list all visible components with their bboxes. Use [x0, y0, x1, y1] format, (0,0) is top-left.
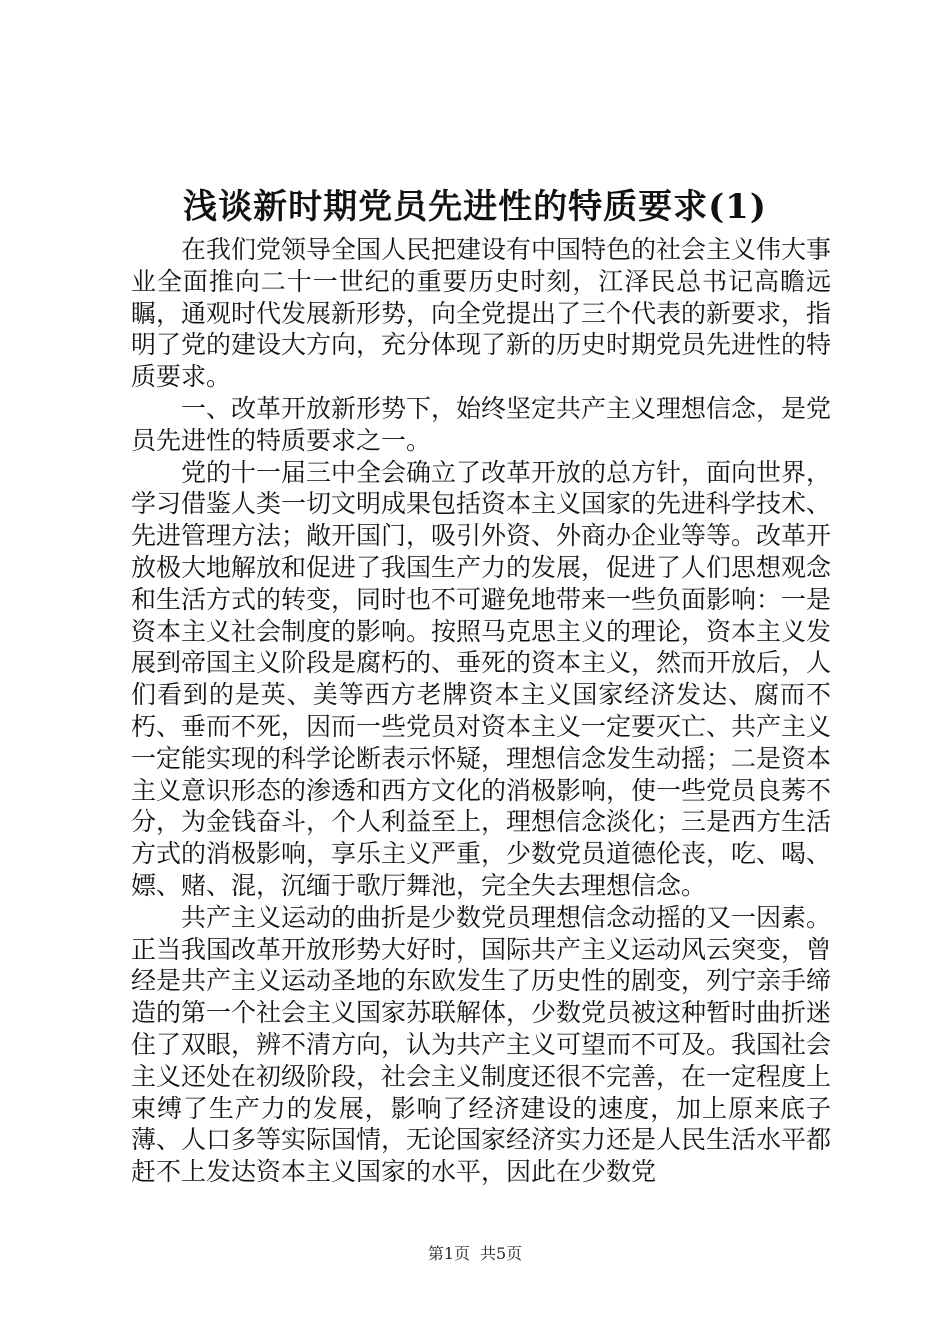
page-footer — [0, 1243, 950, 1265]
paragraph: 共产主义运动的曲折是少数党员理想信念动摇的又一因素。正当我国改革开放形势大好时，国际共产主义运动风云突变，曾经是共产主义运动圣地的东欧发生了历史性的剧变，列宁亲手缔造的第一个社会主义国家苏联解体，少数党员被这种暂时曲折迷住了双眼，辨不清方向，认为共产主义可望而不可及。我国社会主义还处在初级阶段，社会主义制度还很不完善，在一定程度上束缚了生产力的发展，影响了经济建设的速度，加上原来底子薄、人口多等实际国情，无论国家经济实力还是人民生活水平都赶不上发达资本主义国家的水平，因此在少数党 — [131, 902, 832, 1187]
document-title: 浅谈新时期党员先进性的特质要求(1) — [183, 187, 767, 227]
document-body — [131, 234, 831, 1188]
paragraph: 在我们党领导全国人民把建设有中国特色的社会主义伟大事业全面推向二十一世纪的重要历史时刻，江泽民总书记高瞻远瞩，通观时代发展新形势，向全党提出了三个代表的新要求，指明了党的建设大方向，充分体现了新的历史时期党员先进性的特质要求。 — [131, 235, 832, 392]
page-total: 共5页 — [480, 1244, 523, 1263]
paragraph: 一、改革开放新形势下，始终坚定共产主义理想信念，是党员先进性的特质要求之一。 — [131, 393, 832, 455]
page-number: 第1页 — [427, 1244, 470, 1263]
paragraph: 党的十一届三中全会确立了改革开放的总方针，面向世界，学习借鉴人类一切文明成果包括资本主义国家的先进科学技术、先进管理方法；敞开国门，吸引外资、外商办企业等等。改革开放极大地解放和促进了我国生产力的发展，促进了人们思想观念和生活方式的转变，同时也不可避免地带来一些负面影响：一是资本主义社会制度的影响。按照马克思主义的理论，资本主义发展到帝国主义阶段是腐朽的、垂死的资本主义，然而开放后，人们看到的是英、美等西方老牌资本主义国家经济发达、腐而不朽、垂而不死，因而一些党员对资本主义一定要灭亡、共产主义一定能实现的科学论断表示怀疑，理想信念发生动摇；二是资本主义意识形态的渗透和西方文化的消极影响，使一些党员良莠不分，为金钱奋斗，个人利益至上，理想信念淡化；三是西方生活方式的消极影响，享乐主义严重，少数党员道德伦丧，吃、喝、嫖、赌、混，沉缅于歌厅舞池，完全失去理想信念。 — [131, 457, 832, 900]
